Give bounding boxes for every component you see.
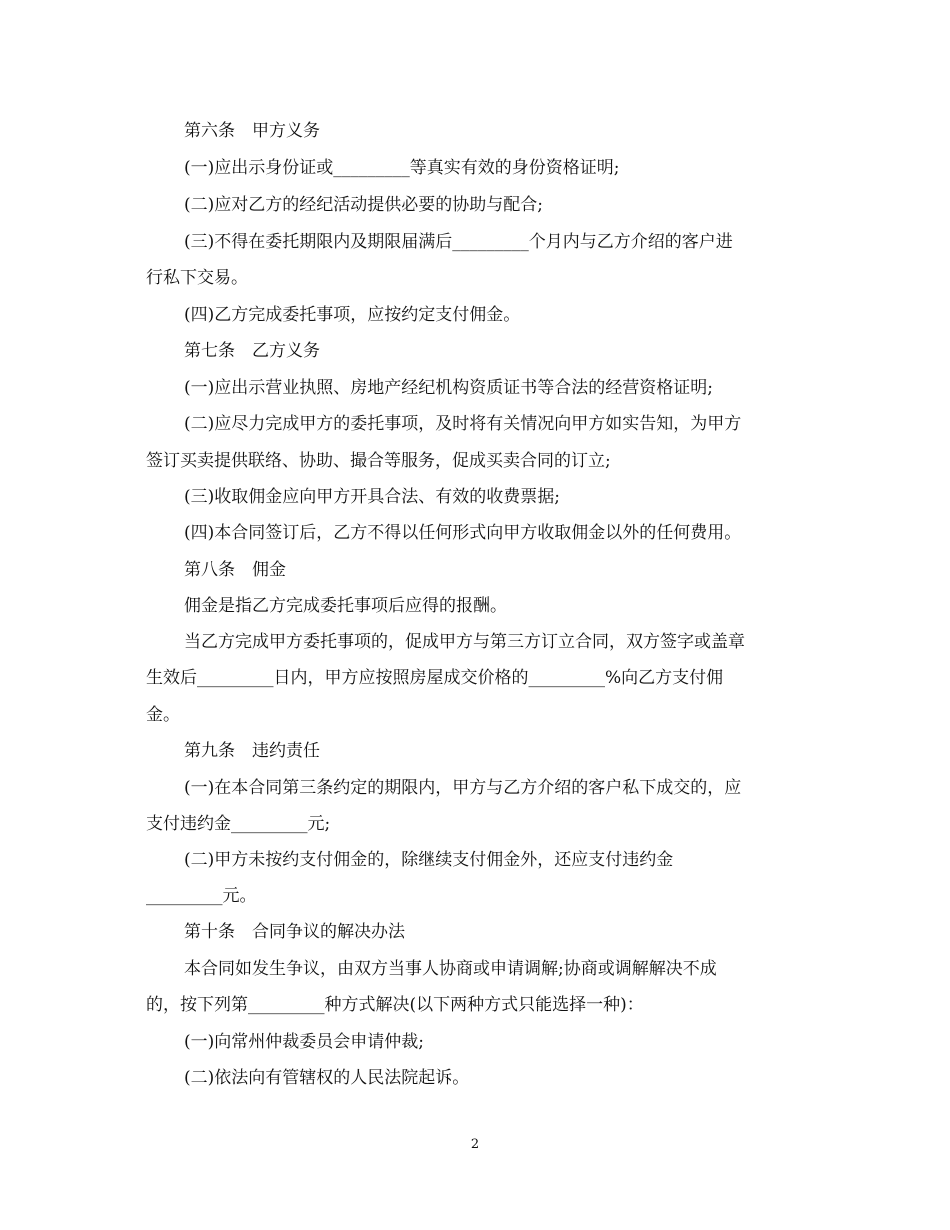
clause-7-3: (三)收取佣金应向甲方开具合法、有效的收费票据; <box>184 487 560 507</box>
page-number: 2 <box>470 1137 480 1152</box>
clause-6-3-line-1: (三)不得在委托期限内及期限届满后_________个月内与乙方介绍的客户进 <box>184 232 733 252</box>
dispute-option-1: (一)向常州仲裁委员会申请仲裁; <box>184 1032 424 1052</box>
clause-6-4: (四)乙方完成委托事项，应按约定支付佣金。 <box>184 305 521 325</box>
article-10-heading: 第十条 合同争议的解决办法 <box>184 922 405 942</box>
dispute-option-2: (二)依法向有管辖权的人民法院起诉。 <box>184 1068 470 1088</box>
dispute-terms-line-2: 的，按下列第_________种方式解决(以下两种方式只能选择一种)： <box>146 995 644 1015</box>
clause-7-4: (四)本合同签订后，乙方不得以任何形式向甲方收取佣金以外的任何费用。 <box>184 523 742 543</box>
clause-6-3-line-2: 行私下交易。 <box>146 268 248 288</box>
article-8-heading: 第八条 佣金 <box>184 560 286 580</box>
clause-9-1-line-1: (一)在本合同第三条约定的期限内，甲方与乙方介绍的客户私下成交的，应 <box>184 778 742 798</box>
clause-6-2: (二)应对乙方的经纪活动提供必要的协助与配合; <box>184 195 543 215</box>
clause-7-1: (一)应出示营业执照、房地产经纪机构资质证书等合法的经营资格证明; <box>184 378 713 398</box>
article-6-heading: 第六条 甲方义务 <box>184 121 320 141</box>
commission-terms-line-1: 当乙方完成甲方委托事项的，促成甲方与第三方订立合同，双方签字或盖章 <box>184 632 745 652</box>
commission-terms-line-2: 生效后_________日内，甲方应按照房屋成交价格的_________%向乙方支付佣 <box>146 668 724 688</box>
clause-9-2-line-2: _________元。 <box>146 886 257 906</box>
clause-7-2-line-2: 签订买卖提供联络、协助、撮合等服务，促成买卖合同的订立; <box>146 451 611 471</box>
clause-9-1-line-2: 支付违约金_________元; <box>146 814 331 834</box>
article-7-heading: 第七条 乙方义务 <box>184 341 320 361</box>
commission-terms-line-3: 金。 <box>146 705 180 725</box>
clause-9-2-line-1: (二)甲方未按约支付佣金的，除继续支付佣金外，还应支付违约金 <box>184 850 674 870</box>
clause-7-2-line-1: (二)应尽力完成甲方的委托事项，及时将有关情况向甲方如实告知，为甲方 <box>184 414 742 434</box>
article-9-heading: 第九条 违约责任 <box>184 741 320 761</box>
clause-6-1: (一)应出示身份证或_________等真实有效的身份资格证明; <box>184 158 620 178</box>
commission-definition: 佣金是指乙方完成委托事项后应得的报酬。 <box>184 596 507 616</box>
dispute-terms-line-1: 本合同如发生争议，由双方当事人协商或申请调解;协商或调解解决不成 <box>184 959 717 979</box>
